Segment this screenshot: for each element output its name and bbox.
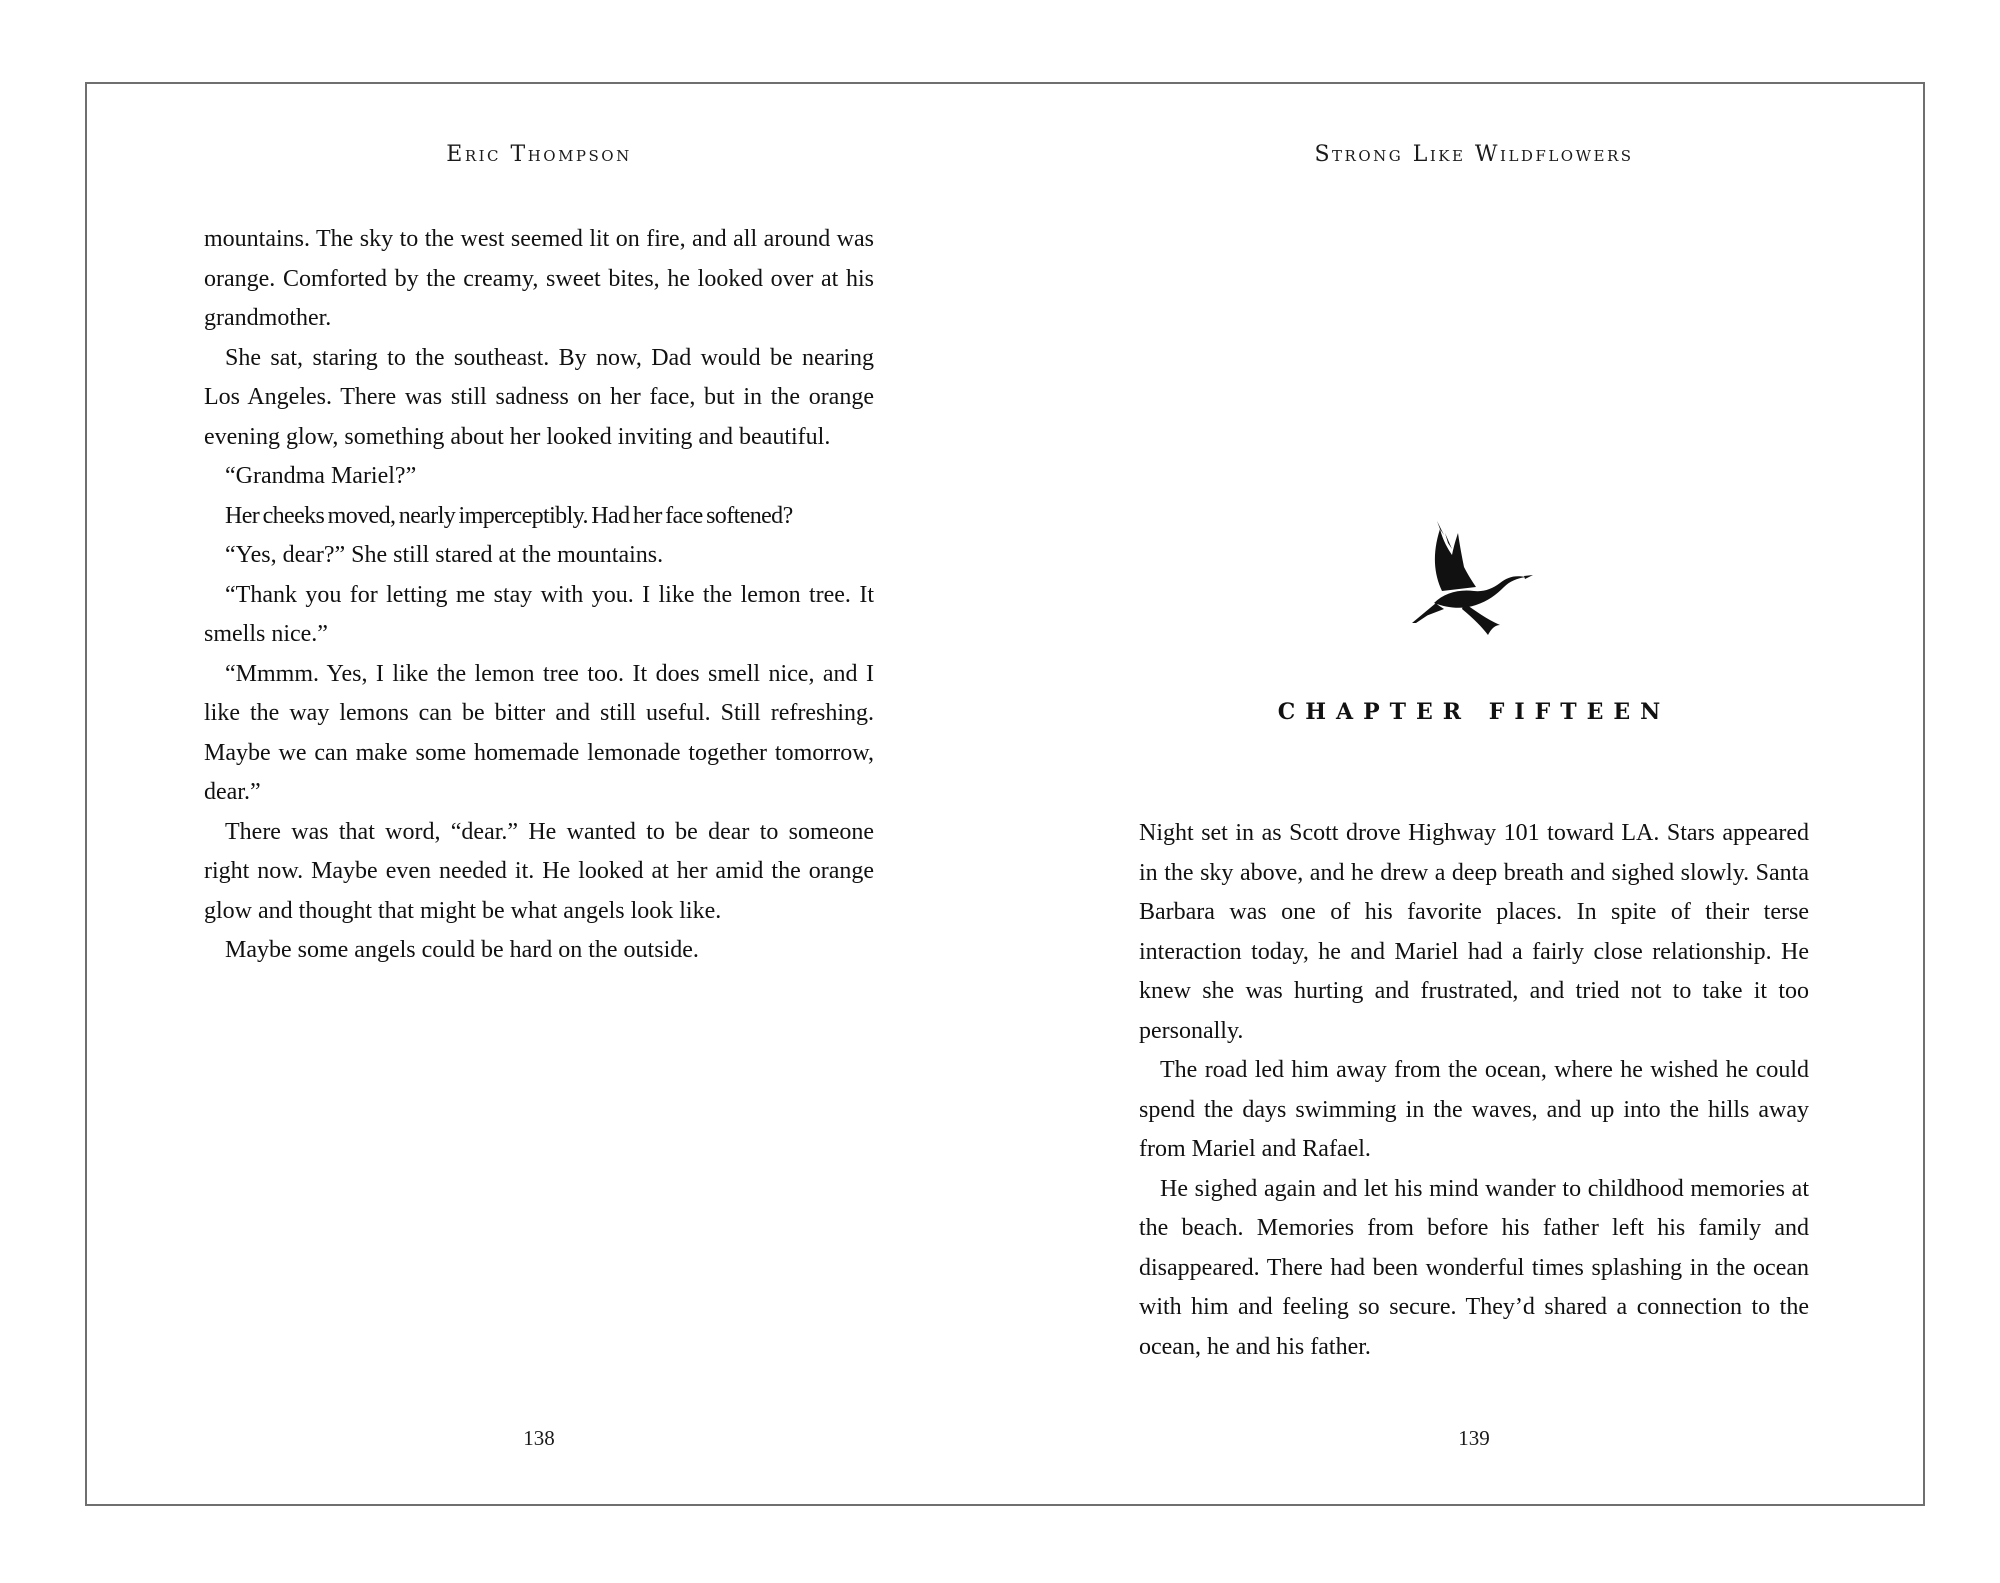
paragraph: There was that word, “dear.” He wanted to be dear to someone right now. Maybe even needed it. He looked at her amid the orange glow and thought that might be what angels look like. bbox=[204, 818, 874, 924]
paragraph: Night set in as Scott drove Highway 101 toward LA. Stars appeared in the sky above, and he drew a deep breath and sighed slowly. Santa Barbara was one of his favorite places. In spite of their terse interaction today, he and Mariel had a fairly close relationship. He knew she was hurting and frustrated, and tried not to take it too personally. bbox=[1139, 820, 1809, 1044]
page-number-left: 138 bbox=[523, 1426, 555, 1450]
paragraph: “Grandma Mariel?” bbox=[225, 463, 417, 489]
paragraph: “Thank you for letting me stay with you. I like the lemon tree. It smells nice.” bbox=[204, 581, 874, 647]
right-page-body bbox=[1139, 814, 1809, 1367]
running-head-title: Strong Like Wildflowers bbox=[1314, 142, 1634, 167]
flying-crane-icon bbox=[1404, 519, 1534, 649]
paragraph: Her cheeks moved, nearly imperceptibly. Had her face softened? bbox=[225, 502, 793, 529]
chapter-title: CHAPTER FIFTEEN bbox=[1277, 699, 1671, 725]
paragraph: He sighed again and let his mind wander to childhood memories at the beach. Memories from before his father left his family and disappeared. There had been wonderful times splashing in the ocean with him and feeling so secure. They’d shared a connection to the ocean, he and his father. bbox=[1139, 1175, 1809, 1360]
page-number-right: 139 bbox=[1458, 1426, 1490, 1450]
paragraph: “Mmmm. Yes, I like the lemon tree too. It does smell nice, and I like the way lemons can be bitter and still useful. Still refreshing. Maybe we can make some homemade lemonade together tomorrow, dear.” bbox=[204, 660, 874, 805]
paragraph: mountains. The sky to the west seemed lit on fire, and all around was orange. Comforted by the creamy, sweet bites, he looked over at his grandmother. bbox=[204, 226, 874, 331]
running-head-author: Eric Thompson bbox=[446, 142, 632, 167]
paragraph: She sat, staring to the southeast. By now, Dad would be nearing Los Angeles. There was still sadness on her face, but in the orange evening glow, something about her looked inviting and beautiful. bbox=[204, 344, 874, 450]
paragraph: Maybe some angels could be hard on the outside. bbox=[225, 937, 699, 963]
paragraph: The road led him away from the ocean, where he wished he could spend the days swimming in the waves, and up into the hills away from Mariel and Rafael. bbox=[1139, 1057, 1809, 1162]
book-spread bbox=[85, 82, 1925, 1506]
paragraph: “Yes, dear?” She still stared at the mountains. bbox=[225, 542, 664, 568]
left-page-body bbox=[204, 220, 874, 971]
